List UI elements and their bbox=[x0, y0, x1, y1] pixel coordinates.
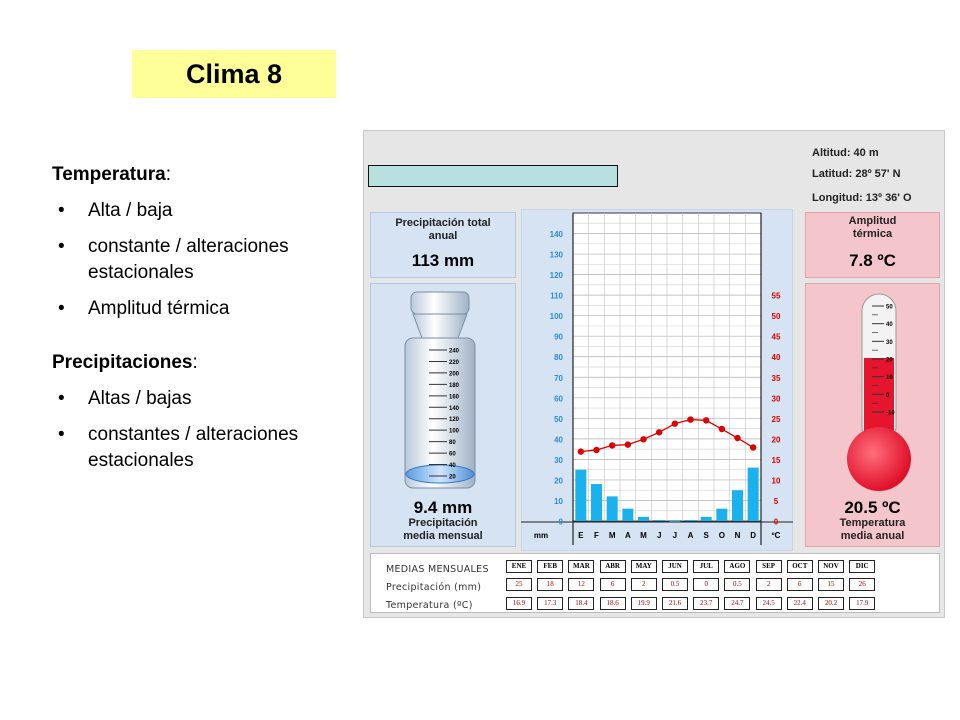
month-tick-label: A bbox=[624, 531, 631, 540]
table-cell-temperature: 24.5 bbox=[756, 597, 782, 610]
thermometer-tick-label: 50 bbox=[886, 304, 893, 311]
temperature-point bbox=[609, 442, 615, 448]
left-tick-label: 10 bbox=[554, 496, 563, 506]
month-tick-label: N bbox=[734, 531, 741, 540]
precipitation-list bbox=[52, 386, 357, 474]
table-cell-month: JUL bbox=[693, 560, 719, 573]
temperature-heading: Temperatura: bbox=[52, 164, 171, 185]
temperature-point bbox=[640, 436, 646, 442]
table-cell-temperature: 18.4 bbox=[568, 597, 594, 610]
table-cell-month: ABR bbox=[600, 560, 626, 573]
cylinder-tick-label: 200 bbox=[449, 371, 460, 378]
left-tick-label: 110 bbox=[550, 291, 563, 301]
thermal-amplitude-label: Amplitud térmica bbox=[848, 215, 897, 240]
temperature-point bbox=[734, 435, 740, 441]
right-tick-label: 45 bbox=[771, 332, 781, 342]
thermometer-tick-label: 40 bbox=[886, 322, 893, 329]
table-cell-month: OCT bbox=[787, 560, 813, 573]
cylinder-tick-label: 180 bbox=[449, 382, 460, 389]
table-cell-month: ENE bbox=[506, 560, 532, 573]
table-cell-temperature: 18.6 bbox=[600, 597, 626, 610]
cylinder-tick-label: 20 bbox=[449, 474, 456, 481]
month-tick-label: M bbox=[608, 531, 616, 540]
precipitation-bar bbox=[591, 484, 602, 521]
table-cell-month: SEP bbox=[756, 560, 782, 573]
table-cell-precipitation: 6 bbox=[600, 578, 626, 591]
table-cell-month: MAR bbox=[568, 560, 594, 573]
precipitation-bar bbox=[654, 520, 665, 521]
left-tick-label: 130 bbox=[549, 250, 563, 260]
right-tick-label: 0 bbox=[773, 517, 779, 527]
table-cell-precipitation: 6 bbox=[787, 578, 813, 591]
notes-panel bbox=[52, 162, 357, 484]
mean-precipitation-card bbox=[370, 283, 516, 547]
table-cell-temperature: 22.4 bbox=[787, 597, 813, 610]
right-tick-label: 35 bbox=[771, 373, 781, 383]
station-name-box bbox=[368, 165, 618, 187]
table-cell-temperature: 17.3 bbox=[537, 597, 563, 610]
cylinder-tick-label: 100 bbox=[449, 428, 460, 435]
mean-temperature-card bbox=[805, 283, 940, 547]
precipitation-bar bbox=[669, 521, 680, 522]
month-tick-label: M bbox=[640, 531, 647, 540]
thermometer-tick-label: 20 bbox=[886, 357, 893, 364]
temperature-point bbox=[687, 416, 693, 422]
table-cell-precipitation: 2 bbox=[756, 578, 782, 591]
mean-temperature-label: Temperatura media anual bbox=[839, 517, 906, 542]
left-tick-label: 70 bbox=[554, 373, 563, 383]
cylinder-tick-label: 140 bbox=[449, 405, 460, 412]
right-unit-label: ºC bbox=[771, 531, 781, 540]
list-item: • Alta / baja bbox=[52, 198, 357, 224]
precipitation-bar bbox=[748, 468, 759, 521]
table-cell-precipitation: 25 bbox=[506, 578, 532, 591]
table-cell-precipitation: 26 bbox=[849, 578, 875, 591]
table-cell-precipitation: 0.5 bbox=[662, 578, 688, 591]
cylinder-tick-label: 120 bbox=[449, 417, 460, 424]
temperature-point bbox=[703, 417, 709, 423]
right-tick-label: 5 bbox=[773, 496, 779, 506]
month-tick-label: E bbox=[578, 531, 584, 540]
title-box bbox=[132, 50, 336, 98]
cylinder-tick-label: 80 bbox=[449, 440, 456, 447]
left-tick-label: 100 bbox=[549, 312, 563, 322]
precipitation-bar bbox=[701, 517, 712, 521]
table-cell-temperature: 20.2 bbox=[818, 597, 844, 610]
table-cell-month: FEB bbox=[537, 560, 563, 573]
precipitation-bar bbox=[685, 520, 696, 521]
left-tick-label: 30 bbox=[554, 455, 563, 465]
table-cell-month: JUN bbox=[662, 560, 688, 573]
left-tick-label: 80 bbox=[554, 353, 563, 363]
table-cell-month: AGO bbox=[724, 560, 750, 573]
thermometer-icon bbox=[806, 284, 941, 494]
right-tick-label: 40 bbox=[771, 353, 781, 363]
page-title: Clima 8 bbox=[185, 58, 283, 89]
thermal-amplitude-card bbox=[805, 212, 940, 278]
temperature-point bbox=[750, 444, 756, 450]
left-unit-label: mm bbox=[533, 531, 549, 540]
right-tick-label: 10 bbox=[771, 476, 781, 486]
table-cell-temperature: 24.7 bbox=[724, 597, 750, 610]
cylinder-tick-label: 240 bbox=[449, 348, 460, 355]
precipitation-bar bbox=[716, 509, 727, 521]
table-cell-temperature: 17.9 bbox=[849, 597, 875, 610]
thermometer-tick-label: 10 bbox=[886, 375, 893, 382]
temperature-point bbox=[719, 426, 725, 432]
temperature-point bbox=[593, 447, 599, 453]
precipitation-bar bbox=[638, 517, 649, 521]
left-tick-label: 0 bbox=[558, 517, 563, 527]
temperature-point bbox=[578, 448, 584, 454]
latitude-label: Latitud: 28º 57' N bbox=[812, 168, 901, 180]
precipitation-bar bbox=[575, 470, 586, 521]
precipitation-heading: Precipitaciones: bbox=[52, 352, 198, 373]
rain-gauge-icon bbox=[371, 284, 517, 494]
month-tick-label: O bbox=[718, 531, 725, 540]
precipitation-bar bbox=[607, 496, 618, 521]
left-tick-label: 120 bbox=[549, 271, 563, 281]
month-tick-label: J bbox=[672, 531, 678, 540]
precipitation-bar bbox=[732, 490, 743, 521]
left-tick-label: 90 bbox=[554, 332, 563, 342]
right-tick-label: 55 bbox=[771, 291, 781, 301]
month-tick-label: J bbox=[656, 531, 662, 540]
total-precipitation-value: 113 mm bbox=[411, 251, 475, 270]
right-tick-label: 50 bbox=[771, 312, 781, 322]
thermometer-tick-label: 0 bbox=[886, 392, 890, 399]
left-tick-label: 40 bbox=[554, 435, 563, 445]
left-tick-label: 140 bbox=[549, 230, 563, 240]
longitude-label: Longitud: 13º 36' O bbox=[812, 192, 912, 204]
month-tick-label: A bbox=[687, 531, 694, 540]
table-cell-precipitation: 0 bbox=[693, 578, 719, 591]
list-item: • Altas / bajas bbox=[52, 386, 357, 412]
temperature-list bbox=[52, 198, 357, 322]
right-tick-label: 30 bbox=[771, 394, 781, 404]
cylinder-tick-label: 40 bbox=[449, 463, 456, 470]
list-item: • Amplitud térmica bbox=[52, 296, 357, 322]
total-precipitation-card bbox=[370, 212, 516, 278]
table-cell-temperature: 23.7 bbox=[693, 597, 719, 610]
month-tick-label: S bbox=[703, 531, 709, 540]
list-item: • constante / alteraciones estacionales bbox=[52, 234, 357, 286]
left-tick-label: 50 bbox=[554, 414, 563, 424]
table-cell-precipitation: 0.5 bbox=[724, 578, 750, 591]
table-cell-month: DIC bbox=[849, 560, 875, 573]
right-tick-label: 25 bbox=[771, 414, 781, 424]
cylinder-tick-label: 60 bbox=[449, 451, 456, 458]
table-cell-precipitation: 15 bbox=[818, 578, 844, 591]
temperature-point bbox=[625, 441, 631, 447]
left-tick-label: 20 bbox=[554, 476, 563, 486]
list-item: • constantes / alteraciones estacionales bbox=[52, 422, 357, 474]
temperature-point bbox=[672, 420, 678, 426]
table-cell-temperature: 21.6 bbox=[662, 597, 688, 610]
table-cell-temperature: 19.9 bbox=[631, 597, 657, 610]
month-tick-label: D bbox=[750, 531, 757, 540]
cylinder-tick-label: 160 bbox=[449, 394, 460, 401]
mean-precipitation-value: 9.4 mm bbox=[413, 498, 473, 517]
right-tick-label: 15 bbox=[771, 455, 781, 465]
temperature-row-label: Temperatura (ºC) bbox=[386, 600, 473, 611]
table-header: MEDIAS MENSUALES bbox=[386, 564, 489, 575]
mean-temperature-value: 20.5 ºC bbox=[844, 498, 901, 517]
table-cell-month: MAY bbox=[631, 560, 657, 573]
cylinder-tick-label: 220 bbox=[449, 359, 460, 366]
table-cell-precipitation: 12 bbox=[568, 578, 594, 591]
thermometer-tick-label: -10 bbox=[886, 410, 895, 417]
mean-precipitation-label: Precipitación media mensual bbox=[403, 517, 483, 542]
precipitation-bar bbox=[622, 509, 633, 521]
table-cell-month: NOV bbox=[818, 560, 844, 573]
table-cell-temperature: 16.9 bbox=[506, 597, 532, 610]
temperature-point bbox=[656, 429, 662, 435]
left-tick-label: 60 bbox=[554, 394, 563, 404]
climogram-chart bbox=[521, 209, 793, 551]
altitude-label: Altitud: 40 m bbox=[812, 147, 879, 159]
precipitation-row-label: Precipitación (mm) bbox=[386, 582, 482, 593]
thermal-amplitude-value: 7.8 ºC bbox=[849, 251, 896, 270]
right-tick-label: 20 bbox=[771, 435, 781, 445]
total-precipitation-label: Precipitación total anual bbox=[395, 217, 491, 242]
month-tick-label: F bbox=[594, 531, 599, 540]
thermometer-tick-label: 30 bbox=[886, 339, 893, 346]
table-cell-precipitation: 18 bbox=[537, 578, 563, 591]
table-cell-precipitation: 2 bbox=[631, 578, 657, 591]
